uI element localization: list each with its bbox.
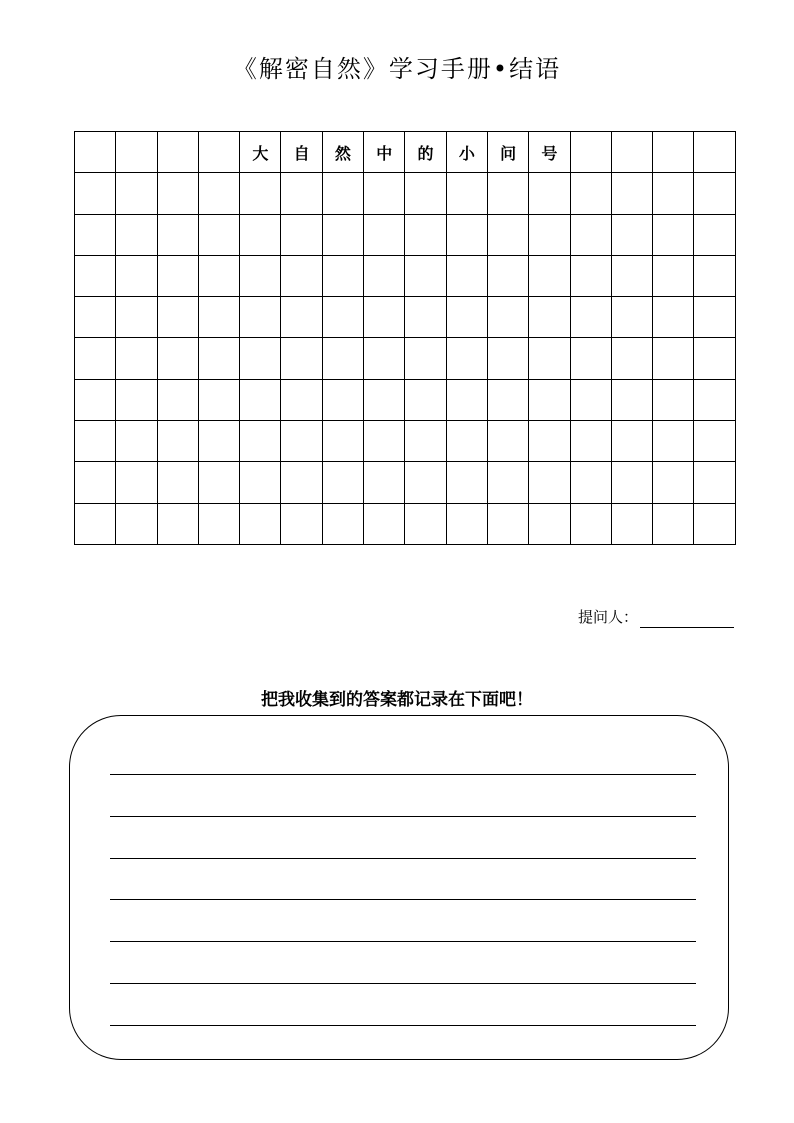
grid-cell[interactable] xyxy=(487,214,528,255)
grid-row xyxy=(75,214,736,255)
grid-cell[interactable] xyxy=(198,297,239,338)
grid-cell[interactable] xyxy=(75,132,116,173)
grid-cell[interactable] xyxy=(570,379,611,420)
grid-cell[interactable] xyxy=(694,421,735,462)
grid-cell[interactable] xyxy=(611,421,652,462)
grid-cell[interactable] xyxy=(364,214,405,255)
grid-cell[interactable] xyxy=(694,503,735,544)
grid-cell[interactable] xyxy=(116,173,157,214)
grid-cell[interactable] xyxy=(405,214,446,255)
grid-cell[interactable] xyxy=(405,421,446,462)
grid-cell[interactable] xyxy=(653,297,694,338)
grid-cell[interactable] xyxy=(529,503,570,544)
grid-cell[interactable] xyxy=(116,421,157,462)
grid-row xyxy=(75,462,736,503)
grid-cell[interactable] xyxy=(75,214,116,255)
grid-cell[interactable] xyxy=(116,503,157,544)
grid-cell[interactable] xyxy=(322,297,363,338)
grid-cell[interactable] xyxy=(281,379,322,420)
grid-cell[interactable] xyxy=(529,421,570,462)
grid-cell[interactable] xyxy=(364,255,405,296)
grid-cell[interactable] xyxy=(446,462,487,503)
grid-row xyxy=(75,379,736,420)
grid-cell[interactable] xyxy=(75,379,116,420)
answer-line[interactable] xyxy=(110,941,696,942)
grid-cell[interactable] xyxy=(570,255,611,296)
answer-line[interactable] xyxy=(110,774,696,775)
grid-cell[interactable] xyxy=(198,214,239,255)
grid-cell[interactable] xyxy=(653,462,694,503)
grid-row xyxy=(75,297,736,338)
grid-cell[interactable] xyxy=(198,132,239,173)
grid-cell[interactable] xyxy=(281,255,322,296)
grid-cell[interactable] xyxy=(157,255,198,296)
grid-cell[interactable] xyxy=(240,503,281,544)
grid-cell[interactable] xyxy=(75,255,116,296)
answer-line[interactable] xyxy=(110,983,696,984)
asker-blank-line[interactable] xyxy=(640,609,734,628)
grid-cell[interactable] xyxy=(240,214,281,255)
grid-cell[interactable] xyxy=(570,214,611,255)
grid-cell[interactable] xyxy=(405,255,446,296)
grid-cell[interactable] xyxy=(322,379,363,420)
grid-cell[interactable] xyxy=(322,255,363,296)
grid-cell[interactable] xyxy=(322,338,363,379)
grid-row xyxy=(75,255,736,296)
grid-cell[interactable] xyxy=(570,503,611,544)
answer-box xyxy=(69,715,729,1060)
asker-field xyxy=(578,606,734,628)
grid-cell[interactable] xyxy=(611,503,652,544)
grid-cell[interactable] xyxy=(240,173,281,214)
grid-cell[interactable] xyxy=(446,379,487,420)
grid-cell[interactable] xyxy=(281,173,322,214)
grid-cell[interactable] xyxy=(570,421,611,462)
grid-cell[interactable]: 然 xyxy=(322,132,363,173)
grid-cell[interactable] xyxy=(487,379,528,420)
grid-cell[interactable] xyxy=(405,462,446,503)
grid-cell[interactable] xyxy=(75,421,116,462)
grid-row xyxy=(75,503,736,544)
grid-cell[interactable] xyxy=(405,338,446,379)
grid-cell[interactable] xyxy=(446,421,487,462)
grid-cell[interactable] xyxy=(529,173,570,214)
grid-cell[interactable] xyxy=(281,462,322,503)
grid-cell[interactable] xyxy=(653,421,694,462)
grid-cell[interactable] xyxy=(694,255,735,296)
grid-cell[interactable] xyxy=(157,462,198,503)
grid-cell[interactable] xyxy=(281,421,322,462)
grid-cell[interactable] xyxy=(322,173,363,214)
grid-cell[interactable] xyxy=(487,255,528,296)
grid-cell[interactable] xyxy=(446,297,487,338)
grid-cell[interactable] xyxy=(694,338,735,379)
page-title: 《解密自然》学习手册•结语 xyxy=(232,55,562,83)
grid-cell[interactable] xyxy=(322,462,363,503)
answer-line[interactable] xyxy=(110,816,696,817)
grid-cell[interactable] xyxy=(198,173,239,214)
grid-cell[interactable] xyxy=(611,297,652,338)
answer-line[interactable] xyxy=(110,899,696,900)
grid-cell[interactable] xyxy=(281,338,322,379)
grid-cell[interactable] xyxy=(157,132,198,173)
grid-cell[interactable] xyxy=(322,214,363,255)
grid-cell[interactable] xyxy=(364,173,405,214)
grid-cell[interactable] xyxy=(487,338,528,379)
grid-cell[interactable] xyxy=(240,462,281,503)
grid-cell[interactable] xyxy=(75,297,116,338)
grid-cell[interactable] xyxy=(405,503,446,544)
grid-cell[interactable] xyxy=(529,462,570,503)
grid-cell[interactable] xyxy=(116,338,157,379)
grid-cell[interactable] xyxy=(529,214,570,255)
grid-cell[interactable] xyxy=(529,379,570,420)
grid-cell[interactable] xyxy=(611,214,652,255)
grid-cell[interactable] xyxy=(611,338,652,379)
grid-cell[interactable] xyxy=(157,297,198,338)
grid-cell[interactable] xyxy=(322,503,363,544)
grid-cell[interactable]: 中 xyxy=(364,132,405,173)
grid-cell[interactable] xyxy=(75,462,116,503)
grid-row xyxy=(75,173,736,214)
grid-cell[interactable]: 大 xyxy=(240,132,281,173)
grid-cell[interactable] xyxy=(653,338,694,379)
grid-cell[interactable]: 小 xyxy=(446,132,487,173)
grid-cell[interactable] xyxy=(487,421,528,462)
grid-cell[interactable] xyxy=(364,379,405,420)
grid-cell[interactable] xyxy=(694,132,735,173)
grid-cell[interactable] xyxy=(653,214,694,255)
grid-cell[interactable] xyxy=(75,503,116,544)
grid-cell[interactable] xyxy=(157,421,198,462)
grid-cell[interactable]: 问 xyxy=(487,132,528,173)
asker-label: 提问人： xyxy=(578,608,639,626)
grid-row xyxy=(75,132,736,173)
grid-cell[interactable] xyxy=(611,462,652,503)
grid-cell[interactable] xyxy=(198,379,239,420)
grid-cell[interactable] xyxy=(240,421,281,462)
grid-cell[interactable] xyxy=(240,297,281,338)
grid-cell[interactable] xyxy=(487,297,528,338)
grid-cell[interactable] xyxy=(198,462,239,503)
grid-cell[interactable] xyxy=(198,338,239,379)
grid-cell[interactable] xyxy=(281,297,322,338)
grid-cell[interactable] xyxy=(405,379,446,420)
grid-cell[interactable] xyxy=(529,297,570,338)
grid-cell[interactable] xyxy=(570,132,611,173)
grid-cell[interactable] xyxy=(116,297,157,338)
grid-cell[interactable]: 的 xyxy=(405,132,446,173)
grid-cell[interactable] xyxy=(611,132,652,173)
grid-cell[interactable] xyxy=(198,503,239,544)
grid-cell[interactable] xyxy=(487,173,528,214)
grid-cell[interactable] xyxy=(364,462,405,503)
grid-cell[interactable] xyxy=(364,421,405,462)
grid-cell[interactable] xyxy=(198,255,239,296)
grid-cell[interactable] xyxy=(694,173,735,214)
grid-cell[interactable] xyxy=(611,255,652,296)
grid-cell[interactable] xyxy=(75,338,116,379)
grid-cell[interactable] xyxy=(157,379,198,420)
grid-cell[interactable] xyxy=(240,379,281,420)
grid-row xyxy=(75,421,736,462)
grid-cell[interactable] xyxy=(529,338,570,379)
grid-cell[interactable] xyxy=(116,255,157,296)
grid-cell[interactable] xyxy=(694,379,735,420)
grid-cell[interactable] xyxy=(157,503,198,544)
grid-cell[interactable] xyxy=(487,503,528,544)
grid-cell[interactable] xyxy=(653,173,694,214)
grid-cell[interactable] xyxy=(322,421,363,462)
grid-cell[interactable] xyxy=(157,214,198,255)
grid-cell[interactable] xyxy=(281,214,322,255)
grid-cell[interactable] xyxy=(281,503,322,544)
grid-cell[interactable] xyxy=(75,173,116,214)
grid-cell[interactable] xyxy=(446,255,487,296)
grid-cell[interactable] xyxy=(694,462,735,503)
grid-cell[interactable] xyxy=(116,132,157,173)
grid-cell[interactable] xyxy=(364,297,405,338)
answer-prompt: 把我收集到的答案都记录在下面吧！ xyxy=(261,690,533,710)
grid-cell[interactable] xyxy=(240,338,281,379)
grid-row xyxy=(75,338,736,379)
grid-cell[interactable] xyxy=(570,297,611,338)
grid-cell[interactable] xyxy=(405,173,446,214)
grid-cell[interactable] xyxy=(157,338,198,379)
grid-cell[interactable] xyxy=(446,338,487,379)
grid-cell[interactable] xyxy=(157,173,198,214)
grid-cell[interactable] xyxy=(611,173,652,214)
grid-cell[interactable] xyxy=(570,173,611,214)
grid-cell[interactable] xyxy=(446,503,487,544)
grid-cell[interactable] xyxy=(653,503,694,544)
grid-cell[interactable] xyxy=(694,297,735,338)
grid-cell[interactable]: 自 xyxy=(281,132,322,173)
grid-cell[interactable] xyxy=(653,132,694,173)
grid-cell[interactable] xyxy=(116,214,157,255)
grid-cell[interactable] xyxy=(694,214,735,255)
grid-cell[interactable] xyxy=(116,379,157,420)
grid-cell[interactable] xyxy=(364,338,405,379)
answer-line[interactable] xyxy=(110,1025,696,1026)
grid-cell[interactable] xyxy=(570,462,611,503)
grid-cell[interactable] xyxy=(405,297,446,338)
grid-cell[interactable] xyxy=(529,255,570,296)
grid-cell[interactable] xyxy=(570,338,611,379)
answer-line[interactable] xyxy=(110,858,696,859)
grid-cell[interactable] xyxy=(487,462,528,503)
grid-cell[interactable] xyxy=(653,255,694,296)
writing-grid xyxy=(74,131,736,545)
grid-cell[interactable] xyxy=(116,462,157,503)
grid-cell[interactable] xyxy=(364,503,405,544)
grid-cell[interactable]: 号 xyxy=(529,132,570,173)
grid-cell[interactable] xyxy=(446,173,487,214)
grid-cell[interactable] xyxy=(240,255,281,296)
grid-cell[interactable] xyxy=(653,379,694,420)
grid-cell[interactable] xyxy=(611,379,652,420)
grid-cell[interactable] xyxy=(198,421,239,462)
grid-cell[interactable] xyxy=(446,214,487,255)
